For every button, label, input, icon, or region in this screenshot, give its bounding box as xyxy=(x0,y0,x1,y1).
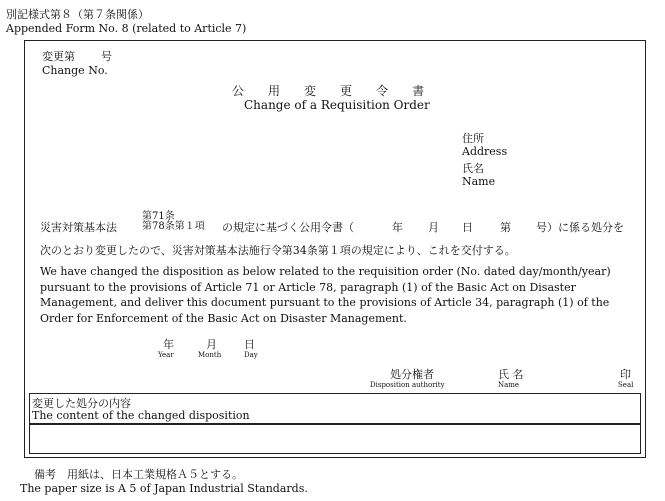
date-month-ja: 月 xyxy=(206,338,217,351)
date-year-ja: 年 xyxy=(163,338,174,351)
changed-disposition-field xyxy=(29,424,641,454)
name-label-ja: 氏名 xyxy=(462,162,484,175)
authority-label-en: Disposition authority xyxy=(370,381,445,389)
date-day-ja: 日 xyxy=(244,338,255,351)
act-name: 災害対策基本法 xyxy=(40,221,117,234)
body-en-paragraph xyxy=(40,264,611,326)
date-month-en: Month xyxy=(198,351,222,359)
change-no-ja: 変更第 号 xyxy=(42,50,112,63)
body-mid-ja: の規定に基づく公用令書（ xyxy=(222,221,354,234)
address-label-ja: 住所 xyxy=(462,132,484,145)
article-78: 第78条第１項 xyxy=(142,221,205,232)
body-en-line: Management, and deliver this document pursuant to the provisions of Article 34, paragraph (1) of the xyxy=(40,296,610,309)
change-no-en: Change No. xyxy=(42,64,108,77)
body-line1-end: 号）に係る処分を xyxy=(536,221,624,234)
order-day: 日 xyxy=(462,221,473,234)
order-dai: 第 xyxy=(500,221,511,234)
title-ja: 公 用 変 更 令 書 xyxy=(232,84,425,98)
changed-disposition-label-ja: 変更した処分の内容 xyxy=(32,397,131,410)
seal-en: Seal xyxy=(618,381,634,389)
body-en-line: Order for Enforcement of the Basic Act on Disaster Management. xyxy=(40,311,407,325)
signer-name-en: Name xyxy=(498,381,520,389)
order-year: 年 xyxy=(392,221,403,234)
seal-ja: 印 xyxy=(620,368,631,381)
body-en-line: pursuant to the provisions of Article 71 or Article 78, paragraph (1) of the Basic Act on Disaster xyxy=(40,280,576,294)
article-selector xyxy=(142,212,205,232)
footer-note-en: The paper size is A 5 of Japan Industrial Standards. xyxy=(20,482,308,495)
order-month: 月 xyxy=(428,221,439,234)
body-line2-ja: 次のとおり変更したので、災害対策基本法施行令第34条第１項の規定により、これを交付する。 xyxy=(40,244,516,257)
form-label-en: Appended Form No. 8 (related to Article 7) xyxy=(6,22,247,35)
signer-name-ja: 氏 名 xyxy=(498,368,524,381)
article-71: 第71条 xyxy=(142,211,175,222)
changed-disposition-label-en: The content of the changed disposition xyxy=(32,409,250,422)
body-en-line: We have changed the disposition as below related to the requisition order (No. dated day/month/year) xyxy=(40,265,611,278)
authority-label-ja: 処分権者 xyxy=(390,368,434,381)
date-year-en: Year xyxy=(158,351,174,359)
name-label-en: Name xyxy=(462,175,496,188)
footer-note-ja: 備考 用紙は、日本工業規格Ａ５とする。 xyxy=(34,468,243,481)
address-label-en: Address xyxy=(462,145,508,158)
form-label-ja: 別記様式第８（第７条関係） xyxy=(6,8,149,21)
title-en: Change of a Requisition Order xyxy=(244,98,430,112)
date-day-en: Day xyxy=(244,351,258,359)
